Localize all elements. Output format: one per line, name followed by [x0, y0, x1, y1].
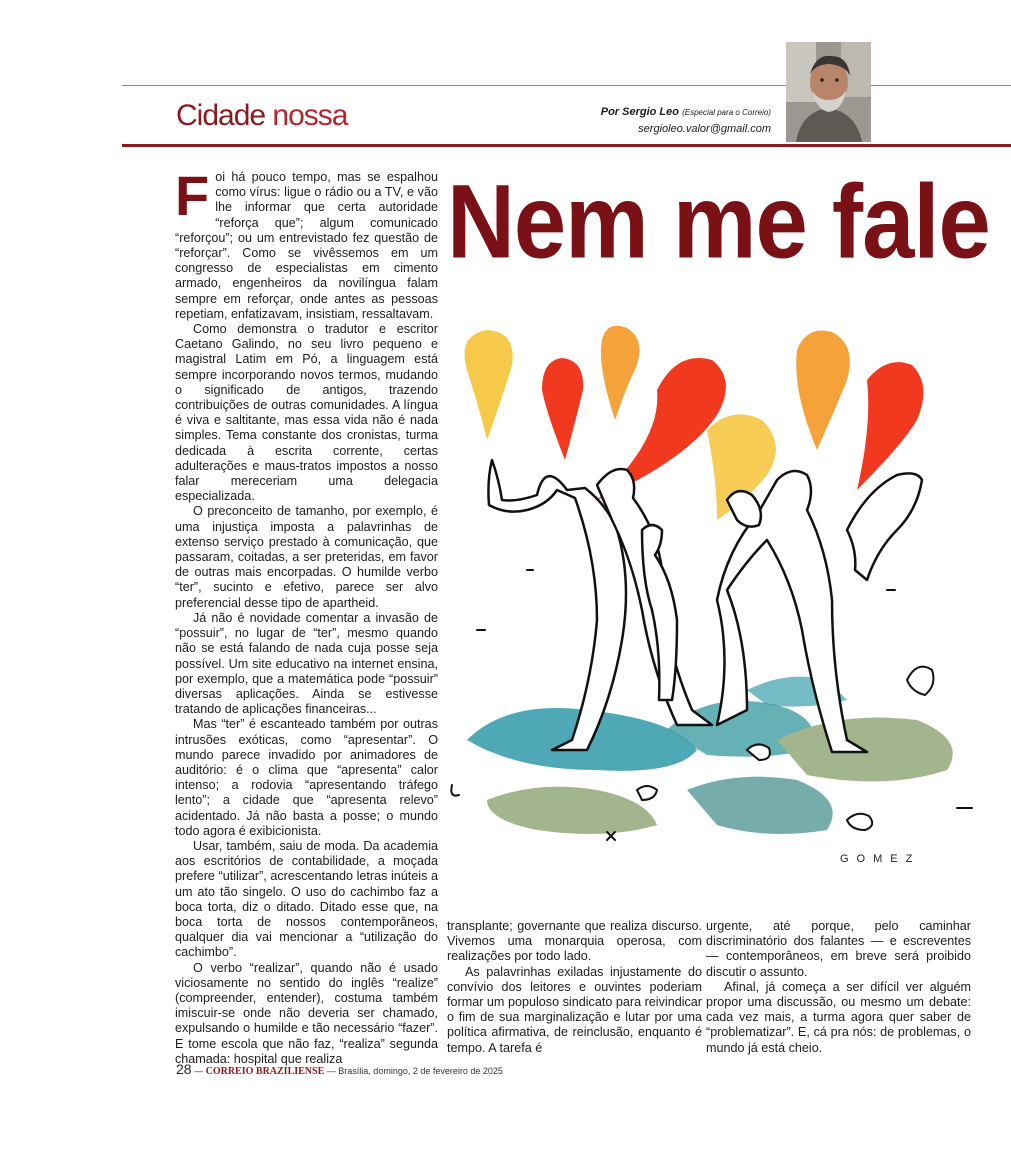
section-title — [176, 96, 347, 136]
paragraph-6: Usar, também, saiu de moda. Da academia aos escritórios de contabilidade, a moçada prefere “utilizar”, acrescentando letras inúteis a um ato tão singelo. O uso do cachimbo faz a boca torta, diz o ditado. Ditado esse que, na boca torta de nossos contemporâneos, qualquer dia vai mencionar a “utilização do cachimbo”. — [175, 838, 438, 960]
author-email: sergioleo.valor@gmail.com — [638, 123, 771, 135]
author-photo — [786, 42, 871, 142]
section-title-word1: Cidade — [176, 99, 266, 132]
page-number: 28 — [176, 1061, 192, 1077]
paragraph-10: urgente, até porque, pelo caminhar discriminatório dos falantes — e escreventes — contemporâneos, em breve será proibido discutir o assunto. — [706, 919, 971, 979]
author-name: Por Sergio Leo — [600, 106, 679, 118]
byline — [601, 104, 771, 137]
illustration-gomez — [447, 320, 987, 880]
top-rule — [122, 85, 1011, 86]
section-rule — [122, 144, 1011, 147]
article-column-3 — [706, 919, 971, 1056]
section-title-word2: nossa — [272, 99, 348, 132]
paragraph-9: As palavrinhas exiladas injustamente do convívio dos leitores e ouvintes poderiam formar um populoso sindicato para reivindicar o fim de sua marginalização e lutar por uma política afirmativa, de reinclusão, enquanto é tempo. A tarefa é — [447, 964, 702, 1055]
footer-separator: — — [326, 1066, 336, 1076]
paragraph-7: O verbo “realizar”, quando não é usado viciosamente no sentido do inglês “realize” (compreender, entender), costuma também imiscuir-se onde não deveria ser chamado, expulsando o humilde e tão necessário “fazer”. E tome escola que não faz, “realiza” segunda chamada: hospital que realiza — [175, 960, 438, 1066]
paragraph-1: Foi há pouco tempo, mas se espalhou como vírus: ligue o rádio ou a TV, e vão lhe informar que certa autoridade “reforça que”; algum comunicado “reforçou”; ou um entrevistado fez questão de “reforçar”. Como se vivêssemos em um congresso de especialistas em cimento armado, engenheiros da novilíngua falam sempre em reforçar, onde antes as pessoas repetiam, enfatizavam, insistiam, ressaltavam. — [175, 164, 438, 321]
headline: Nem me fale — [447, 162, 990, 280]
illustration-credit: GOMEZ — [840, 853, 921, 865]
paragraph-11: Afinal, já começa a ser difícil ver alguém propor uma discussão, ou mesmo um debate: cada vez mais, a turma agora quer saber de “problematizar”. E, cá pra nós: de problemas, o mundo já está cheio. — [706, 979, 971, 1055]
paragraph-5: Mas “ter” é escanteado também por outras intrusões exóticas, como “apresentar”. O mundo parece invadido por animadores de auditório: é o clima que “apresenta” calor intenso; a rodovia “apresentando tráfego lento”; a cidade que “apresenta relevo” acidentado. Já não basta a posse; o mundo todo agora é exibicionista. — [175, 717, 438, 838]
paragraph-4: Já não é novidade comentar a invasão de “possuir”, no lugar de “ter”, mesmo quando não se está falando de nada cuja posse seja possível. Um site educativo na internet ensina, por exemplo, que a matemática pode “possuir” diversas aplicações. Ainda se estivesse tratando de aplicações financeiras... — [175, 610, 438, 717]
author-note: (Especial para o Correio) — [682, 108, 771, 117]
paragraph-2: Como demonstra o tradutor e escritor Caetano Galindo, no seu livro pequeno e magistral Latim em Pó, a linguagem está sempre incorporando novos termos, mudando o significado de antigos, trazendo contribuições de outras comunidades. A língua é viva e saltitante, mas essa vida não é nada simples. Tema constante dos cronistas, turma dedicada à escrita corrente, certas adulterações e maus-tratos impostos a nosso falar mereceriam uma delegacia especializada. — [175, 322, 438, 504]
article-column-2 — [447, 919, 702, 1056]
drop-cap: F — [175, 164, 210, 227]
footer-separator: — — [194, 1066, 204, 1076]
paragraph-3: O preconceito de tamanho, por exemplo, é uma injustiça imposta a palavrinhas de extenso serviço prestado à comunicação, que passaram, coitadas, a ser preteridas, em favor de outras mais encorpadas. O humilde verbo “ter”, sucinto e efetivo, parece ser alvo preferencial desse tipo de apartheid. — [175, 504, 438, 610]
article-column-1 — [175, 164, 438, 1067]
footer-dateline: Brasília, domingo, 2 de fevereiro de 2025 — [338, 1066, 503, 1076]
paragraph-8: transplante; governante que realiza discurso. Vivemos uma monarquia operosa, com realizações por todo lado. — [447, 919, 702, 964]
page-footer — [176, 1061, 503, 1077]
newspaper-name: CORREIO BRAZILIENSE — [205, 1066, 325, 1077]
